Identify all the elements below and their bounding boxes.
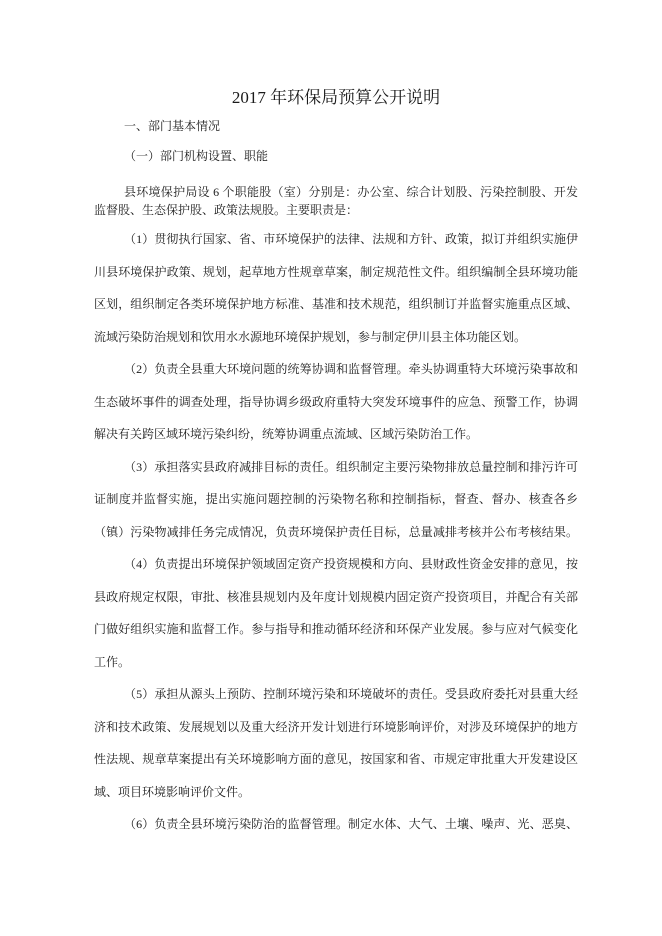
text-line: （6）负责全县环境污染防治的监督管理。制定水体、大气、土壤、噪声、光、恶臭、 — [124, 817, 578, 831]
text-line: （5）承担从源头上预防、控制环境污染和环境破坏的责任。受县政府委托对县重大经 — [124, 687, 578, 701]
duties-list — [94, 223, 578, 841]
text-line: 县环境保护局设 6 个职能股（室）分别是：办公室、综合计划股、污染控制股、开发 — [124, 185, 578, 199]
document-title: 2017 年环保局预算公开说明 — [231, 88, 441, 107]
document-content — [94, 0, 578, 841]
paragraph-intro — [94, 184, 578, 219]
text-line: 生态破坏事件的调查处理，指导协调乡级政府重特大突发环境事件的应急、预警工作，协调 — [94, 394, 578, 409]
paragraph-duty-1 — [94, 223, 578, 353]
paragraph-duty-3 — [94, 451, 578, 549]
text-line: （4）负责提出环境保护领域固定资产投资规模和方向、县财政性资金安排的意见，按 — [124, 557, 578, 571]
text-line: 川县环境保护政策、规划，起草地方性规章草案，制定规范性文件。组织编制全县环境功能 — [94, 264, 578, 279]
text-line: 工作。 — [94, 654, 131, 669]
text-line: 性法规、规章草案提出有关环境影响方面的意见，按国家和省、市规定审批重大开发建设区 — [94, 752, 578, 766]
subsection-heading: （一）部门机构设置、职能 — [124, 149, 269, 163]
paragraph-duty-2 — [94, 353, 578, 451]
text-line: 域、项目环境影响评价文件。 — [94, 784, 251, 799]
section-heading: 一、部门基本情况 — [124, 119, 221, 133]
text-line: 流域污染防治规划和饮用水水源地环境保护规划，参与制定伊川县主体功能区划。 — [94, 329, 527, 344]
text-line: （1）贯彻执行国家、省、市环境保护的法律、法规和方针、政策，拟订并组织实施伊 — [124, 232, 578, 246]
text-line: 证制度并监督实施，提出实施问题控制的污染物名称和控制指标，督查、督办、核查各乡 — [94, 492, 578, 506]
text-line: （2）负责全县重大环境问题的统筹协调和监督管理。牵头协调重特大环境污染事故和 — [124, 362, 578, 376]
paragraph-duty-6 — [94, 808, 578, 841]
text-line: 门做好组织实施和监督工作。参与指导和推动循环经济和环保产业发展。参与应对气候变化 — [94, 622, 578, 636]
text-line: 区划，组织制定各类环境保护地方标准、基准和技术规范，组织制订并监督实施重点区域、 — [94, 297, 578, 311]
text-line: 监督股、生态保护股、政策法规股。主要职责是： — [94, 202, 359, 217]
text-line: （3）承担落实县政府减排目标的责任。组织制定主要污染物排放总量控制和排污许可 — [124, 459, 578, 474]
text-line: 济和技术政策、发展规划以及重大经济开发计划进行环境影响评价，对涉及环境保护的地方 — [94, 719, 578, 734]
text-line: 解决有关跨区域环境污染纠纷，统筹协调重点流域、区域污染防治工作。 — [94, 427, 479, 441]
text-line: 县政府规定权限，审批、核准县规划内及年度计划规模内固定资产投资项目，并配合有关部 — [94, 589, 578, 604]
paragraph-duty-5 — [94, 678, 578, 808]
paragraph-duty-4 — [94, 548, 578, 678]
text-line: （镇）污染物减排任务完成情况，负责环境保护责任目标，总量减排考核并公布考核结果。 — [94, 524, 578, 539]
